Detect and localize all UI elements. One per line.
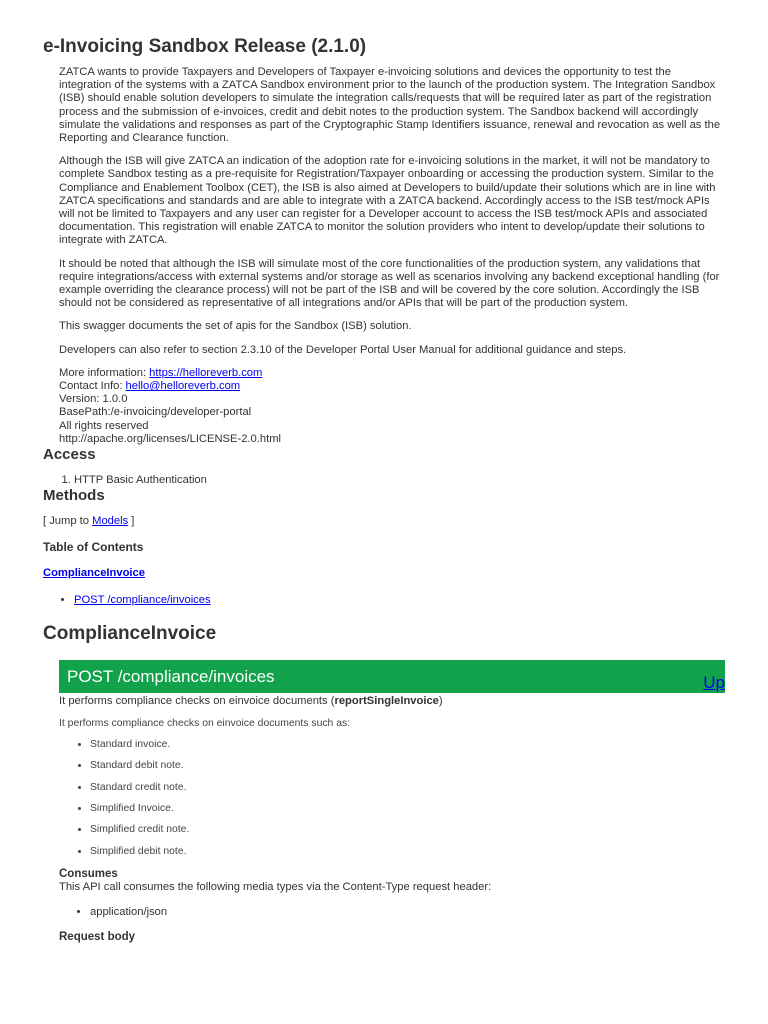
models-link[interactable]: Models	[92, 515, 129, 528]
description-paragraph: It should be noted that although the ISB will simulate most of the core functionalities of the production system, any validations that require integrations/access with external systems and/or storage as well as scenarios involving any backend exceptional handling (for example overriding the clearance process) will not be part of the ISB and will be covered by the core solution. Accordingly the ISB should not be considered as representative of all integrations and/or APIs that will be part of the production system.	[59, 257, 720, 310]
list-item: • application/json	[90, 906, 725, 919]
toc-item	[74, 594, 725, 607]
access-item: 1. HTTP Basic Authentication	[74, 474, 725, 487]
list-item: • Simplified Invoice.	[90, 803, 725, 815]
toc-list	[43, 594, 725, 607]
media-types-list	[59, 906, 725, 919]
description-paragraph: This swagger documents the set of apis for the Sandbox (ISB) solution.	[59, 320, 412, 333]
summary-close: )	[438, 695, 443, 708]
contact-line	[59, 380, 725, 393]
toc-heading: Table of Contents	[43, 540, 144, 555]
description-paragraph: Developers can also refer to section 2.3.10 of the Developer Portal User Manual for additional guidance and steps.	[59, 343, 627, 356]
contact-label: Contact Info:	[59, 380, 126, 393]
summary-text: It performs compliance checks on einvoice documents (	[59, 695, 335, 708]
list-item: • Standard invoice.	[90, 739, 725, 751]
consumes-text: This API call consumes the following media types via the Content-Type request header:	[59, 880, 492, 893]
toc-method-link[interactable]: POST /compliance/invoices	[74, 594, 211, 607]
group-heading: ComplianceInvoice	[43, 623, 217, 645]
list-item: • Simplified debit note.	[90, 846, 725, 858]
jump-prefix: [ Jump to	[43, 515, 93, 528]
access-heading: Access	[43, 446, 96, 464]
description-paragraph: ZATCA wants to provide Taxpayers and Developers of Taxpayer e-invoicing solutions and devices the opportunity to test the integration of the systems with a ZATCA Sandbox environment prior to the launch of the production system. The Integration Sandbox (ISB) should enable solution developers to simulate the integration calls/requests that will be required later as part of the registration process and the submission of e-invoices, credit and debit notes to the production system. The Sandbox backend will accordingly simulate the validations and responses as part of the Cryptographic Stamp Identifiers issuance, renewal and revocation as well as the Reporting and Clearance function.	[59, 66, 721, 145]
rights-text: All rights reserved	[59, 419, 149, 432]
method-notes: It performs compliance checks on einvoice documents such as:	[59, 718, 351, 730]
list-item: • Standard credit note.	[90, 782, 725, 794]
description	[59, 66, 725, 357]
more-info-link[interactable]: https://helloreverb.com	[149, 366, 263, 379]
license-text: http://apache.org/licenses/LICENSE-2.0.html	[59, 432, 281, 445]
request-body-heading: Request body	[59, 930, 136, 943]
jump-to-models	[43, 515, 725, 528]
up-link[interactable]: Up	[703, 673, 725, 693]
method-summary	[59, 695, 725, 708]
list-item: • Simplified credit note.	[90, 824, 725, 836]
contact-email-link[interactable]: hello@helloreverb.com	[125, 380, 241, 393]
access-list	[43, 474, 725, 487]
list-item: • Standard debit note.	[90, 760, 725, 772]
operation-id: reportSingleInvoice	[334, 695, 439, 708]
basepath-text: BasePath:/e-invoicing/developer-portal	[59, 406, 252, 419]
page-title: e-Invoicing Sandbox Release (2.1.0)	[43, 36, 367, 57]
version-text: Version: 1.0.0	[59, 393, 128, 406]
description-paragraph: Although the ISB will give ZATCA an indication of the adoption rate for e-invoicing solutions in the market, it will not be mandatory to complete Sandbox testing as a pre-requisite for Registration/Taxpayer onboarding or accessing the production system. Similar to the Compliance and Enablement Toolbox (CET), the ISB is also aimed at Developers to build/update their solutions which are in line with ZATCA specifications and standards and are able to integrate with a ZATCA backend. Accordingly access to the ISB test/mock APIs will not be limited to Taxpayers and any user can register for a Developer account to access the ISB test/mock APIs and associated documentation. This registration will enable ZATCA to monitor the solution providers who intent to develop/update their solutions to integrate with ZATCA.	[59, 155, 716, 247]
jump-suffix: ]	[128, 515, 135, 528]
more-info-label: More information:	[59, 366, 150, 379]
consumes-heading: Consumes	[59, 867, 118, 880]
methods-heading: Methods	[43, 487, 105, 505]
method-block	[59, 660, 725, 943]
more-info-line	[59, 367, 725, 380]
method-header: POST /compliance/invoices	[59, 660, 725, 693]
toc-group-link[interactable]: ComplianceInvoice	[43, 567, 145, 580]
app-info	[59, 367, 725, 446]
document-types-list	[59, 739, 725, 857]
